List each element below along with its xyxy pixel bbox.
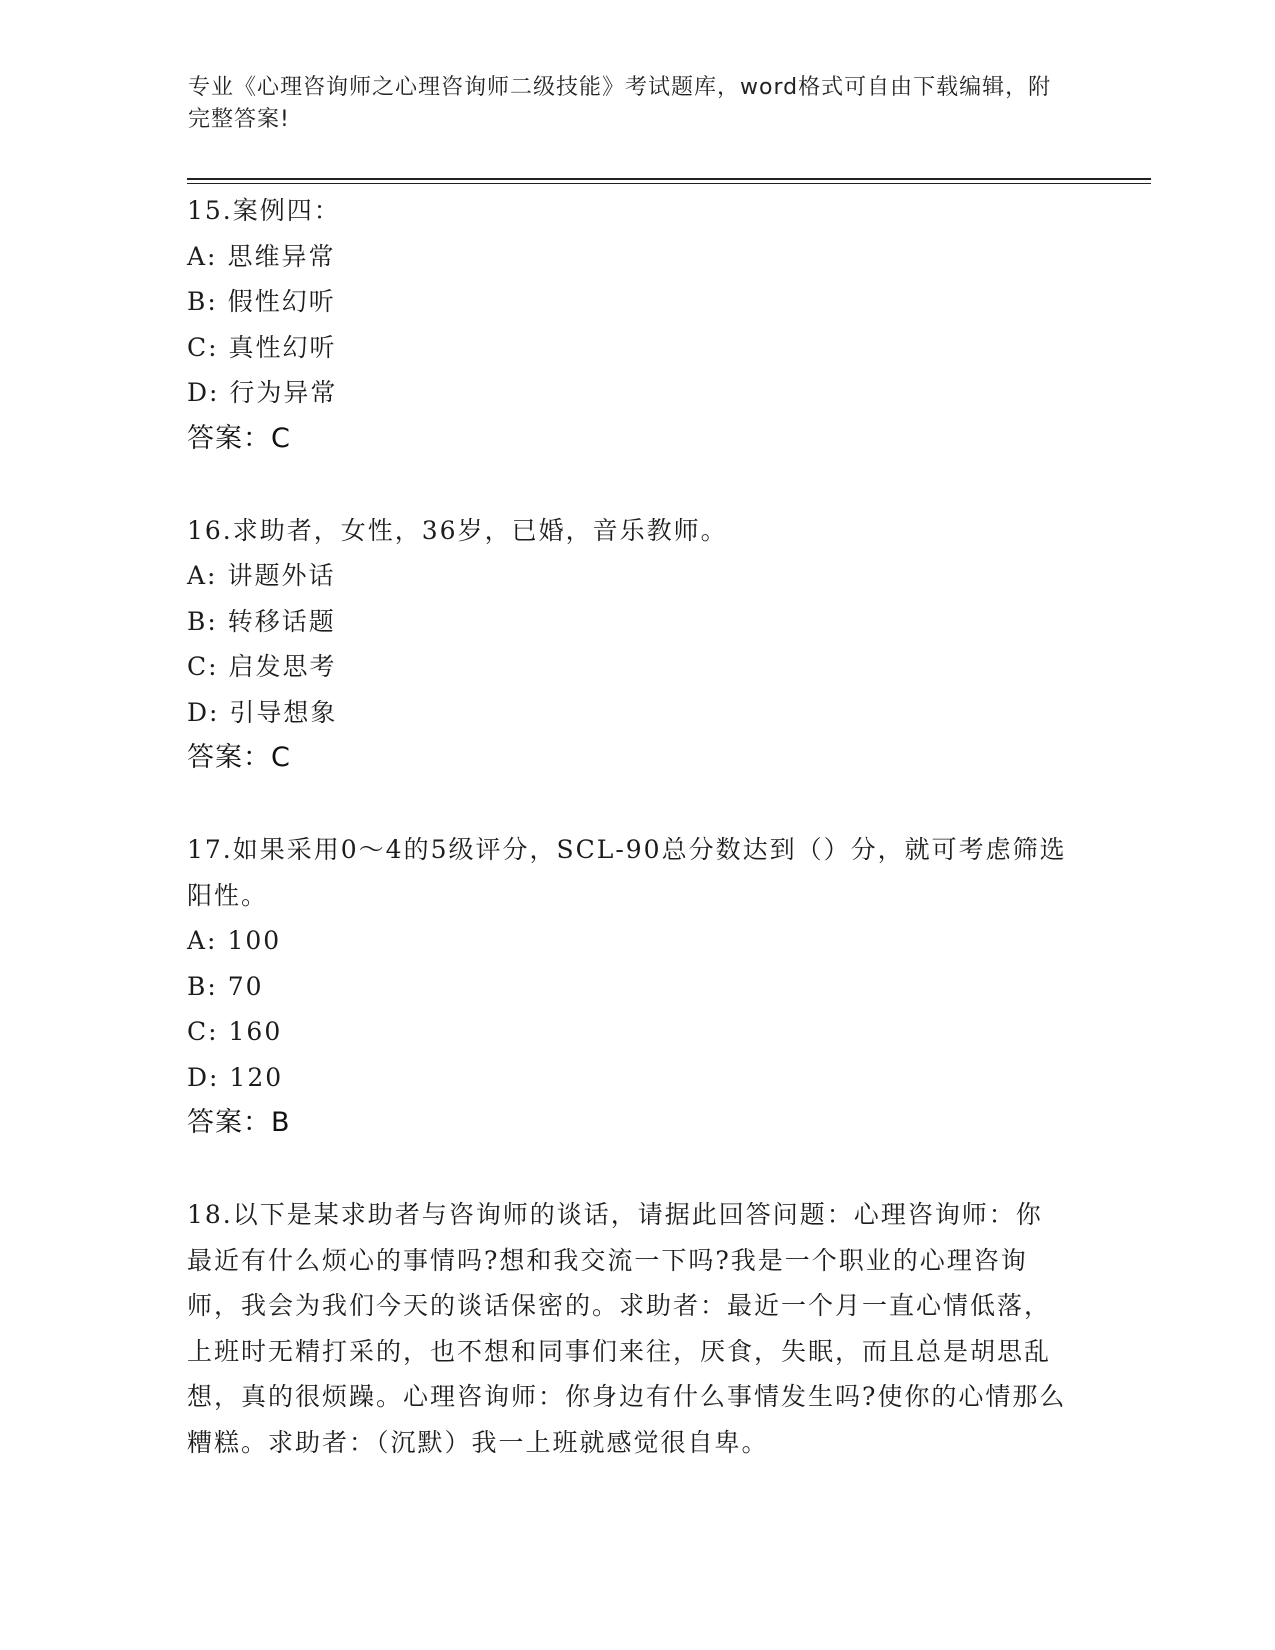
question-16 <box>187 508 1067 782</box>
option-d <box>187 690 1067 736</box>
answer-line: 答案：B <box>187 1107 291 1138</box>
option-b <box>187 964 1067 1010</box>
option-label: C: <box>187 1017 219 1046</box>
question-stem: 15.案例四： <box>187 196 341 225</box>
option-text: 70 <box>227 971 264 1001</box>
option-text: 160 <box>228 1017 283 1046</box>
option-a <box>187 234 1067 280</box>
option-c <box>187 325 1067 371</box>
option-label: B: <box>187 287 218 316</box>
answer-line: 答案：C <box>187 422 291 454</box>
option-text: 100 <box>227 926 282 955</box>
option-text: 启发思考 <box>228 652 337 681</box>
header-rule-thick <box>187 178 1151 180</box>
question-stem: 16.求助者，女性，36岁，已婚，音乐教师。 <box>187 515 728 545</box>
option-label: C: <box>187 652 219 681</box>
header-rule-thin <box>187 183 1151 184</box>
option-d <box>187 370 1067 416</box>
option-label: A: <box>187 926 218 955</box>
option-text: 真性幻听 <box>228 332 337 362</box>
option-text: 思维异常 <box>227 241 336 271</box>
answer-line: 答案：C <box>187 742 291 773</box>
option-b <box>187 279 1067 325</box>
option-b <box>187 599 1067 645</box>
option-text: 假性幻听 <box>227 287 336 316</box>
question-15 <box>187 188 1067 462</box>
option-a <box>187 553 1067 599</box>
option-c <box>187 1009 1067 1055</box>
option-label: D: <box>187 378 220 407</box>
question-17 <box>187 827 1067 1146</box>
question-stem: 17.如果采用0～4的5级评分，SCL-90总分数达到（）分，就可考虑筛选阳性。 <box>187 835 1067 910</box>
question-18 <box>187 1192 1067 1465</box>
question-stem: 18.以下是某求助者与咨询师的谈话，请据此回答问题：心理咨询师：你最近有什么烦心的事情吗?想和我交流一下吗?我是一个职业的心理咨询师，我会为我们今天的谈话保密的。求助者：最近一个月一直心情低落，上班时无精打采的，也不想和同事们来往，厌食，失眠，而且总是胡思乱想，真的很烦躁。心理咨询师：你身边有什么事情发生吗?使你的心情那么糟糕。求助者：（沉默）我一上班就感觉很自卑。 <box>187 1200 1067 1457</box>
option-label: B: <box>187 971 218 1001</box>
option-text: 行为异常 <box>229 378 338 407</box>
option-text: 引导想象 <box>229 697 338 727</box>
option-label: A: <box>187 241 218 271</box>
question-list <box>187 188 1067 1511</box>
option-label: D: <box>187 1062 220 1092</box>
option-a <box>187 918 1067 964</box>
document-header: 专业《心理咨询师之心理咨询师二级技能》考试题库，word格式可自由下载编辑，附完整答案! <box>188 75 1052 132</box>
option-text: 转移话题 <box>227 606 336 636</box>
option-d <box>187 1055 1067 1101</box>
option-c <box>187 644 1067 690</box>
option-text: 讲题外话 <box>227 561 336 590</box>
option-label: B: <box>187 606 218 636</box>
option-label: A: <box>187 561 218 590</box>
option-text: 120 <box>229 1062 284 1092</box>
option-label: C: <box>187 332 219 362</box>
option-label: D: <box>187 697 220 727</box>
